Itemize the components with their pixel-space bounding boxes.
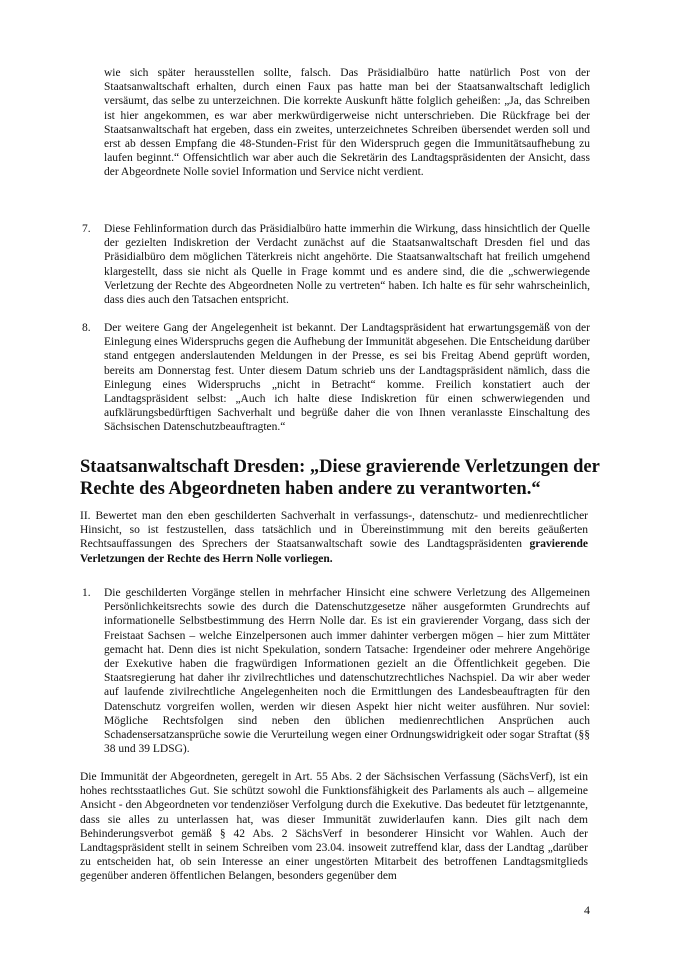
paragraph-1: Die geschilderten Vorgänge stellen in mehrfacher Hinsicht eine schwere Verletzung des Allgemeinen Persönlichkeitsrechts sowie des durch die Datenschutzgesetze näher ausgeformten Grundrechts auf informationelle Selbstbestimmung des Herrn Nolle dar. Es ist ein gravierender Vorgang, dass sich der Freistaat Sachsen – welche Einzelpersonen auch immer dahinter verbergen mögen – hier zum Mittäter gemacht hat. Denn dies ist nicht Spekulation, sondern Tatsache: Irgendeiner oder mehrere Angehörige der Exekutive haben die fragwürdigen Informationen gezielt an die Öffentlichkeit gegeben. Die Staatsregierung hat daher ihr zivilrechtliches und datenschutzrechtliches Nachspiel. Da wir aber weder auf laufende zivilrechtliche Angelegenheiten noch die Ermittlungen des Landesbeauftragten für den Datenschutz vorgreifen wollen, werden wir diesen Aspekt hier nicht weiter ausführen. Nur soviel: Mögliche Rechtsfolgen sind neben den üblichen medienrechtlichen Ansprüchen auch Schadensersatzansprüche sowie die Verurteilung wegen einer Ordnungswidrigkeit oder sogar Straftat (§§ 38 und 39 LDSG).: [104, 587, 590, 756]
section-heading: Staatsanwaltschaft Dresden: „Diese gravierende Verletzungen der Rechte des Abgeordneten haben andere zu verantworten.“: [80, 457, 600, 499]
paragraph-8: Der weitere Gang der Angelegenheit ist bekannt. Der Landtagspräsident hat erwartungsgemäß von der Einlegung eines Widerspruchs gegen die Aufhebung der Immunität abgesehen. Die Entscheidung darüber stand entgegen anderslautenden Meldungen in der Presse, es sei bis Freitag Abend geprüft worden, bereits am Donnerstag fest. Unter diesem Datum schrieb uns der Landtagspräsident nämlich, dass die Einlegung eines Widerspruchs „nicht in Betracht“ komme. Freilich konstatiert auch der Landtagspräsident selbst: „Auch ich halte diese Indiskretion für einen schwerwiegenden und aufklärungsbedürftigen Sachverhalt und begrüße daher die von Ihnen veranlasste Einschaltung des Sächsischen Datenschutzbeauftragten.“: [104, 322, 591, 434]
list-number-7: 7.: [82, 223, 91, 235]
paragraph-7: Diese Fehlinformation durch das Präsidialbüro hatte immerhin die Wirkung, dass hinsichtlich der Quelle der gezielten Indiskretion der Verdacht zunächst auf die Staatsanwaltschaft Dresden fiel und das Präsidialbüro dem möglichen Täterkreis nicht angehörte. Die Staatsanwaltschaft hat freilich umgehend klargestellt, dass sie nicht als Quelle in Frage kommt und es andere sind, die die „schwerwiegende Verletzung der Rechte des Abgeordneten Nolle zu vertreten“ haben. Ich halte es für sehr wahrscheinlich, dass dies auch den Tatsachen entspricht.: [104, 223, 590, 307]
list-number-8: 8.: [82, 322, 91, 334]
paragraph-II-bold: gravierende Verletzungen der Rechte des Herrn Nolle vorliegen.: [80, 538, 589, 565]
page-number: 4: [584, 903, 590, 917]
paragraph-II-text: II. Bewertet man den eben geschilderten Sachverhalt in verfassungs-, datenschutz- und medienrechtlicher Hinsicht, so ist festzustellen, dass tatsächlich und in Übereinstimmung mit den bereits geäußerten Rechtsauffassungen des Sprechers der Staatsanwaltschaft sowie des Landtagspräsidenten: [80, 510, 588, 551]
list-number-1: 1.: [82, 587, 91, 599]
paragraph-II: [80, 509, 588, 566]
paragraph-last: Die Immunität der Abgeordneten, geregelt in Art. 55 Abs. 2 der Sächsischen Verfassung (SächsVerf), ist ein hohes rechtsstaatliches Gut. Sie schützt sowohl die Funktionsfähigkeit des Parlaments als auch – allgemeine Ansicht - den Abgeordneten vor tendenziöser Verfolgung durch die Exekutive. Das bedeutet für letztgenannte, dass sie alles zu unterlassen hat, was dieser Immunität zuwiderlaufen kann. Dies gilt nach dem Behinderungsverbot gemäß § 42 Abs. 2 SächsVerf in besonderer Hinsicht vor Wahlen. Auch der Landtagspräsident stellt in seinem Schreiben vom 23.04. insoweit zutreffend klar, dass der Landtag „darüber zu entscheiden hat, ob sein Interesse an einer ungestörten Mitarbeit des betroffenen Landtagsmitglieds gegenüber anderen öffentlichen Belangen, besonders gegenüber dem: [80, 771, 588, 883]
paragraph-intro: wie sich später herausstellen sollte, falsch. Das Präsidialbüro hatte natürlich Post von der Staatsanwaltschaft erhalten, durch einen Faux pas hatte man bei der Staatsanwaltschaft lediglich versäumt, das selbe zu unterzeichnen. Die korrekte Auskunft hätte folglich geheißen: „Ja, das Schreiben ist hier angekommen, es war aber merkwürdigerweise nicht unterschrieben. Die Rückfrage bei der Staatsanwaltschaft hat ergeben, dass ein zweites, unterzeichnetes Schreiben übersendet werden soll und erst ab dessen Empfang die 48-Stunden-Frist für den Widerspruch gegen die Immunitätsaufhebung zu laufen beginnt.“ Offensichtlich war aber auch die Sekretärin des Landtagspräsidenten der Ansicht, dass der Abgeordnete Nolle soviel Information und Service nicht verdient.: [104, 67, 590, 179]
